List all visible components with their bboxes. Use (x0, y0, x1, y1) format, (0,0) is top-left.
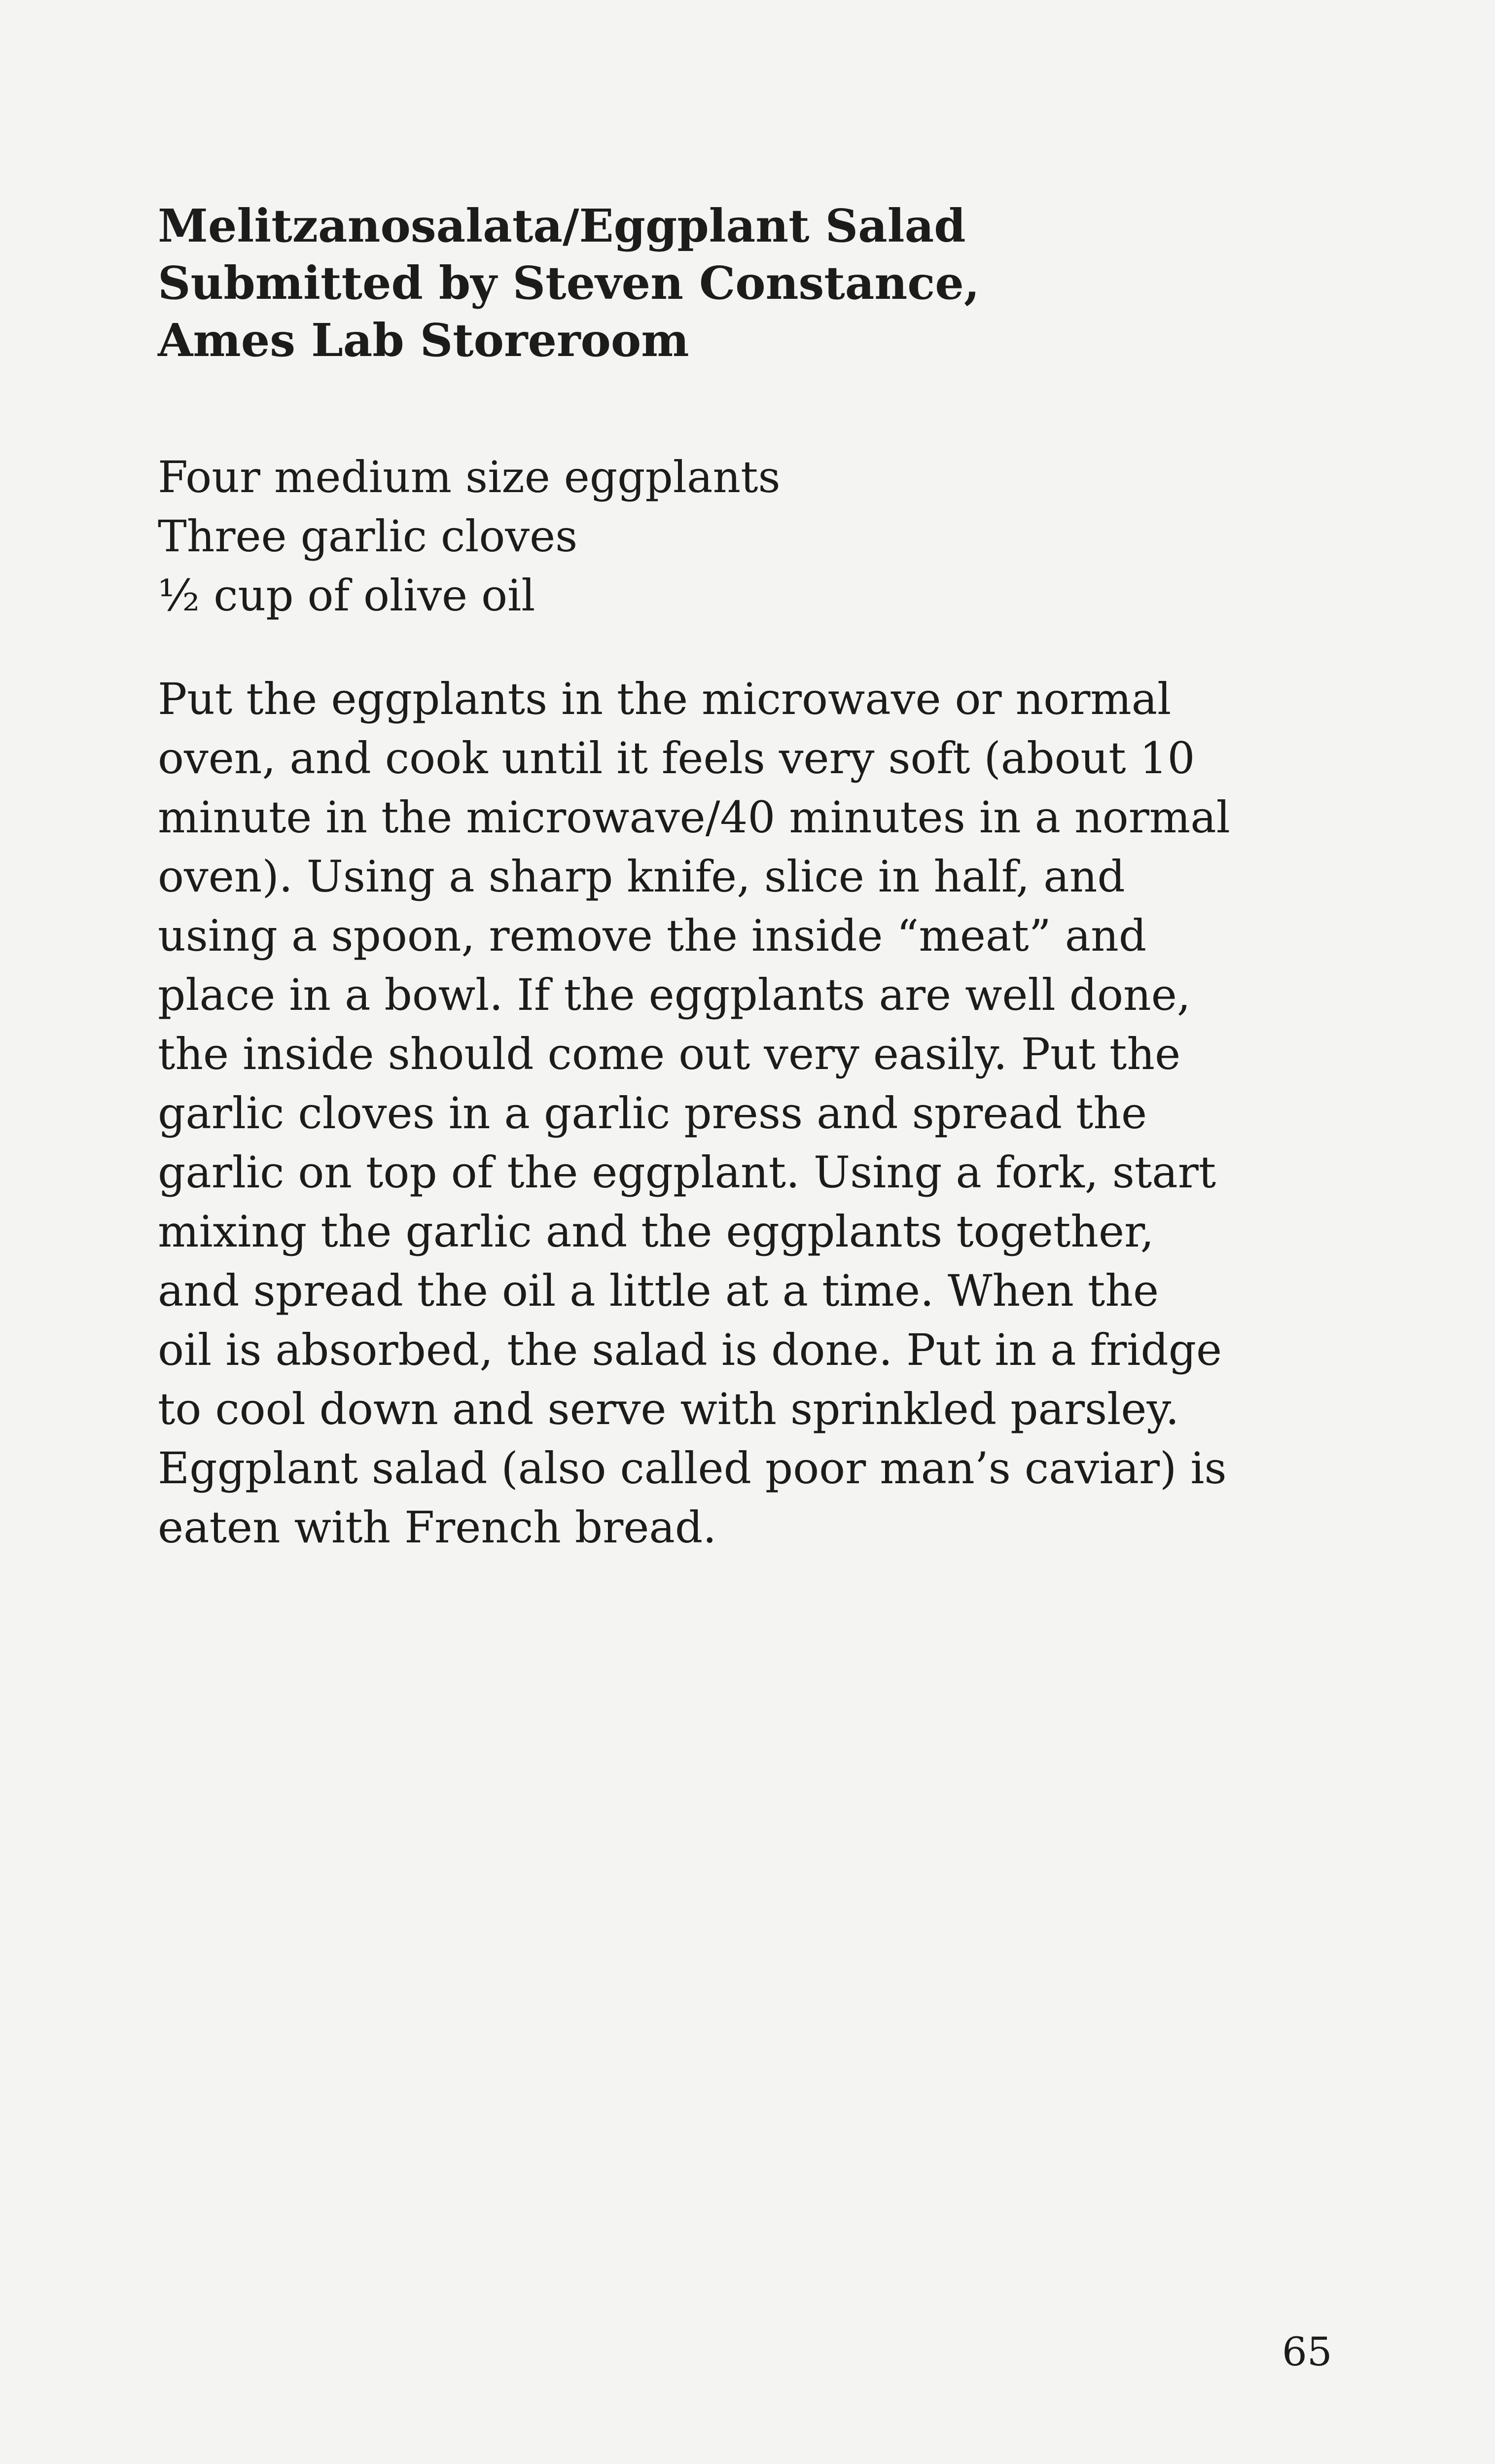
directions-line: Eggplant salad (also called poor man’s caviar) is (158, 1443, 1227, 1494)
recipe-title-line: Melitzanosalata/Eggplant Salad (158, 199, 966, 252)
ingredient-item: Three garlic cloves (158, 511, 578, 562)
directions-line: using a spoon, remove the inside “meat” and (158, 910, 1147, 961)
directions-line: minute in the microwave/40 minutes in a normal (158, 792, 1230, 843)
directions-line: mixing the garlic and the eggplants together, (158, 1206, 1154, 1257)
ingredient-item: ½ cup of olive oil (158, 570, 535, 621)
directions-line: oven). Using a sharp knife, slice in half, and (158, 851, 1125, 902)
directions-line: to cool down and serve with sprinkled parsley. (158, 1384, 1179, 1434)
ingredients-list (158, 448, 1312, 625)
directions-line: garlic cloves in a garlic press and spread the (158, 1088, 1147, 1139)
page-number: 65 (1282, 2329, 1332, 2375)
recipe-department-line: Ames Lab Storeroom (158, 314, 689, 367)
directions-line: garlic on top of the eggplant. Using a fork, start (158, 1147, 1216, 1198)
directions-line: the inside should come out very easily. Put the (158, 1029, 1181, 1079)
directions-line: oil is absorbed, the salad is done. Put in a fridge (158, 1324, 1222, 1375)
recipe-submitter-line: Submitted by Steven Constance, (158, 256, 980, 310)
ingredient-item: Four medium size eggplants (158, 452, 781, 502)
directions-line: oven, and cook until it feels very soft (about 10 (158, 733, 1195, 784)
directions-paragraph (158, 670, 1312, 1557)
recipe-block (158, 197, 1312, 1557)
directions-line: and spread the oil a little at a time. When the (158, 1265, 1159, 1316)
directions-line: Put the eggplants in the microwave or normal (158, 674, 1172, 724)
recipe-title (158, 197, 1312, 369)
directions-line: eaten with French bread. (158, 1502, 717, 1553)
directions-line: place in a bowl. If the eggplants are well done, (158, 969, 1191, 1020)
